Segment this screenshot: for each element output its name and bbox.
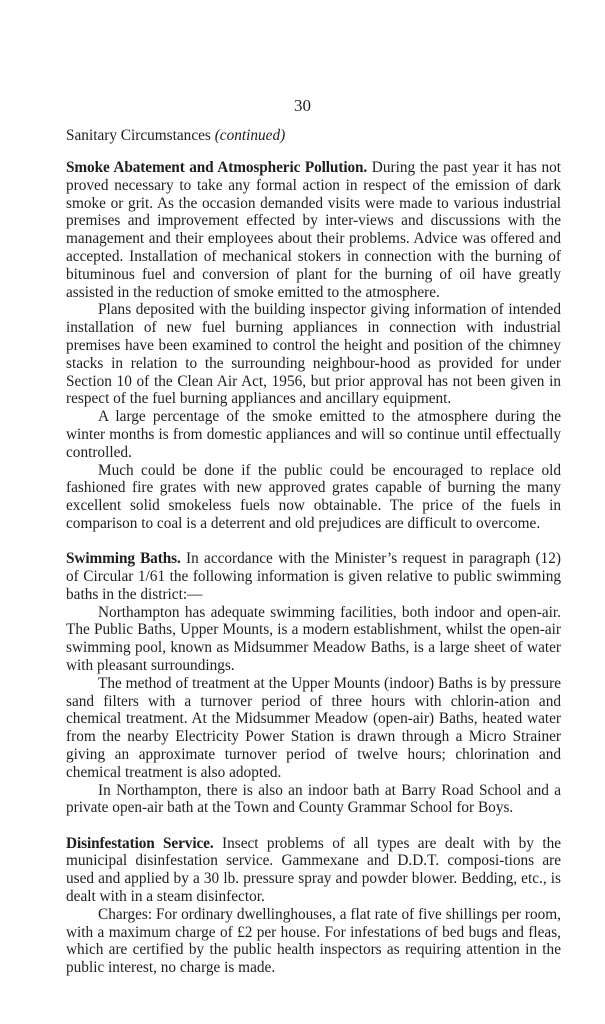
swimming-other-baths-paragraph: In Northampton, there is also an indoor bath at Barry Road School and a private open-air bath at the Town and County Grammar School for Boys. [66,781,561,817]
running-head-text: Sanitary Circumstances [66,127,211,144]
disinfestation-lead-text: Insect problems of all types are dealt with by the municipal disinfestation service. Gammexane and D.D.T. composi-tions are used and applied by a 30 lb. pressure spray and powder blower. Bedding, etc., is dealt with in a steam disinfector. [66,834,562,906]
section-heading-disinfestation: Disinfestation Service. [66,834,214,852]
page-number: 30 [294,96,311,115]
running-head-continued: (continued) [214,127,286,144]
swimming-baths-paragraph [66,550,561,603]
smoke-abatement-domestic-paragraph: A large percentage of the smoke emitted to the atmosphere during the winter months is from domestic appliances and will so continue until effectually controlled. [66,408,561,461]
swimming-baths-lead-text: In accordance with the Minister’s request in paragraph (12) of Circular 1/61 the following information is given relative to public swimming baths in the district:— [66,550,562,603]
smoke-abatement-grates-paragraph: Much could be done if the public could be encouraged to replace old fashioned fire grates with new approved grates capable of burning the many excellent solid smokeless fuels now obtainable. The price of the fuels in comparison to coal is a deterrent and old prejudices are difficult to overcome. [66,461,561,532]
swimming-treatment-paragraph: The method of treatment at the Upper Mounts (indoor) Baths is by pressure sand filters with a turnover period of three hours with chlorin-ation and chemical treatment. At the Midsummer Meadow (open-air) Baths, heated water from the nearby Electricity Power Station is drawn through a Micro Strainer giving an approximate turnover period of twelve hours; chlorination and chemical treatment is also adopted. [66,674,561,781]
smoke-abatement-paragraph [66,159,561,301]
disinfestation-paragraph [66,835,561,906]
swimming-facilities-paragraph: Northampton has adequate swimming facilities, both indoor and open-air. The Public Baths, Upper Mounts, is a modern establishment, whilst the open-air swimming pool, known as Midsummer Meadow Baths, is a large sheet of water with pleasant surroundings. [66,603,561,675]
disinfestation-charges-paragraph: Charges: For ordinary dwellinghouses, a flat rate of five shillings per room, with a maximum charge of £2 per house. For infestations of bed bugs and fleas, which are certified by the public health inspectors as requiring attention in the public interest, no charge is made. [66,905,561,977]
section-heading-smoke-abatement: Smoke Abatement and Atmospheric Pollution. [66,159,368,176]
running-head [66,127,285,145]
smoke-abatement-plans-paragraph: Plans deposited with the building inspector giving information of intended installation of new fuel burning appliances in connection with industrial premises have been examined to control the height and position of the chimney stacks in relation to the surrounding neighbour-hood as provided for under Section 10 of the Clean Air Act, 1956, but prior approval has not been given in respect of the fuel burning appliances and ancillary equipment. [66,301,561,408]
section-heading-swimming-baths: Swimming Baths. [66,550,181,568]
smoke-abatement-lead-text: During the past year it has not proved necessary to take any formal action in respect of the emission of dark smoke or grit. As the occasion demanded visits were made to various industrial premises and improvement effected by inter-views and discussions with the management and their employees about their problems. Advice was offered and accepted. Installation of mechanical stokers in connection with the burning of bituminous fuel and conversion of plant for the burning of oil have greatly assisted in the reduction of smoke emitted to the atmosphere. [66,159,561,301]
document-body [66,159,561,977]
